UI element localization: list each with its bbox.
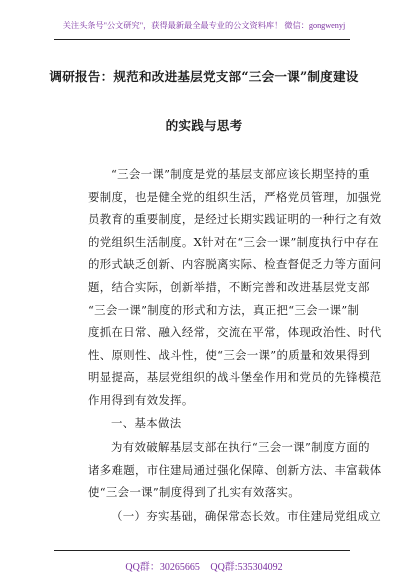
text-line: 的党组织生活制度。X针对在“三会一课”制度执行中存在: [88, 234, 379, 249]
document-title-line-1: 调研报告：规范和改进基层党支部“三会一课”制度建设: [49, 69, 359, 84]
text-line: 的形式缺乏创新、内容脱离实际、检查督促乏力等方面问: [88, 257, 382, 272]
footer-qq-group-1: QQ群：30265665: [125, 562, 200, 573]
body-paragraph-1: [88, 163, 382, 412]
text-line: 明显提高，基层党组织的战斗堡垒作用和党员的先锋模范: [88, 370, 382, 385]
text-line: 使“三会一课”制度得到了扎实有效落实。: [88, 485, 300, 500]
text-line: 题，结合实际，创新举措，不断完善和改进基层党支部: [88, 279, 370, 294]
body-paragraph-2: [88, 436, 382, 504]
page-header-promo: 关注头条号"公文研究"，获得最新最全最专业的公文资料库！ 微信：gongwenyj: [62, 21, 346, 30]
section-heading-1: [88, 412, 348, 435]
text-line: 作用得到有效发挥。: [88, 392, 194, 407]
document-title-line-2: 的实践与思考: [165, 118, 243, 133]
footer-divider: [54, 550, 350, 551]
text-line: 性、原则性、战斗性，使“三会一课”的质量和效果得到: [88, 347, 371, 362]
page-footer: [0, 558, 408, 573]
text-line: “三会一课”制度的形式和方法，真正把“三会一课”制: [88, 302, 360, 317]
header-divider: [54, 39, 350, 40]
text-line: 诸多难题，市住建局通过强化保障、创新方法、丰富载体: [88, 462, 382, 477]
text-line: 为有效破解基层支部在执行“三会一课”制度方面的: [111, 440, 370, 454]
text-line: 度抓在日常、融入经常，交流在平常，体现政治性、时代: [88, 325, 382, 340]
footer-qq-group-2: QQ群:535304092: [210, 562, 283, 573]
text-line: “三会一课”制度是党的基层支部应该长期坚持的重: [111, 167, 370, 181]
text-line: 要制度，也是健全党的组织生活，严格党员管理，加强党: [88, 189, 382, 204]
body-paragraph-3: [88, 505, 382, 528]
text-line: 员教育的重要制度，是经过长期实践证明的一种行之有效: [88, 212, 382, 227]
heading-text: 一、基本做法: [111, 416, 182, 430]
text-line: （一）夯实基础，确保常态长效。市住建局党组成立: [111, 509, 382, 523]
